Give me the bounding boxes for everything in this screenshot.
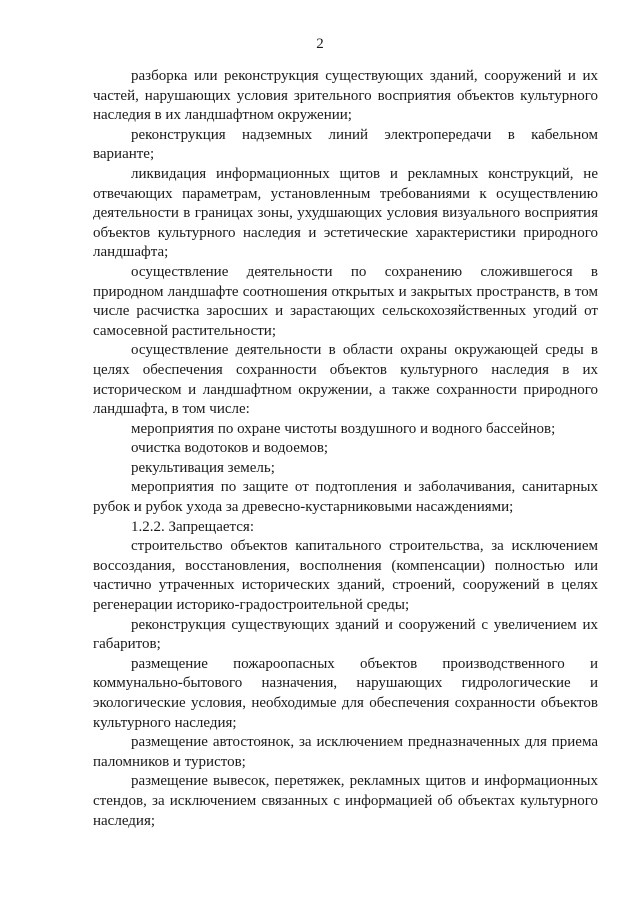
paragraph: разборка или реконструкция существующих зданий, сооружений и их частей, нарушающих условия зрительного восприятия объектов культурного наследия в их ландшафтном окружении; <box>93 68 598 124</box>
paragraph: реконструкция надземных линий электропередачи в кабельном варианте; <box>93 126 598 163</box>
paragraph: мероприятия по охране чистоты воздушного и водного бассейнов; <box>131 420 556 437</box>
paragraph: осуществление деятельности по сохранению сложившегося в природном ландшафте соотношения открытых и закрытых пространств, в том числе расчистка заросших и зарастающих сельскохозяйственных угодий от самосевной растительности; <box>93 263 598 339</box>
paragraph: размещение пожароопасных объектов производственного и коммунально-бытового назначения, нарушающих гидрологические и экологические условия, необходимые для обеспечения сохранности объектов культурного наследия; <box>93 655 598 731</box>
paragraph: рекультивация земель; <box>131 459 275 476</box>
paragraph: мероприятия по защите от подтопления и заболачивания, санитарных рубок и рубок ухода за древесно-кустарниковыми насаждениями; <box>93 479 598 516</box>
paragraph: размещение автостоянок, за исключением предназначенных для приема паломников и туристов; <box>93 734 598 770</box>
paragraph: размещение вывесок, перетяжек, рекламных щитов и информационных стендов, за исключением связанных с информацией об объектах культурного наследия; <box>93 773 598 829</box>
document-body <box>93 67 598 831</box>
paragraph: реконструкция существующих зданий и сооружений с увеличением их габаритов; <box>93 616 598 653</box>
paragraph: осуществление деятельности в области охраны окружающей среды в целях обеспечения сохранности объектов культурного наследия в их историческом и ландшафтном окружении, а также сохранности природного ландшафта, в том числе: <box>93 342 598 418</box>
paragraph: очистка водотоков и водоемов; <box>131 440 329 457</box>
page-number: 2 <box>316 36 324 52</box>
paragraph: строительство объектов капитального строительства, за исключением воссоздания, восстановления, восполнения (компенсации) полностью или частично утраченных исторических зданий, строений, сооружений в целях регенерации историко-градостроительной среды; <box>93 538 598 614</box>
section-heading: 1.2.2. Запрещается: <box>131 518 254 535</box>
paragraph: ликвидация информационных щитов и рекламных конструкций, не отвечающих параметрам, установленным требованиями к осуществлению деятельности в границах зоны, ухудшающих условия визуального восприятия объектов культурного наследия и эстетические характеристики природного ландшафта; <box>93 165 598 261</box>
